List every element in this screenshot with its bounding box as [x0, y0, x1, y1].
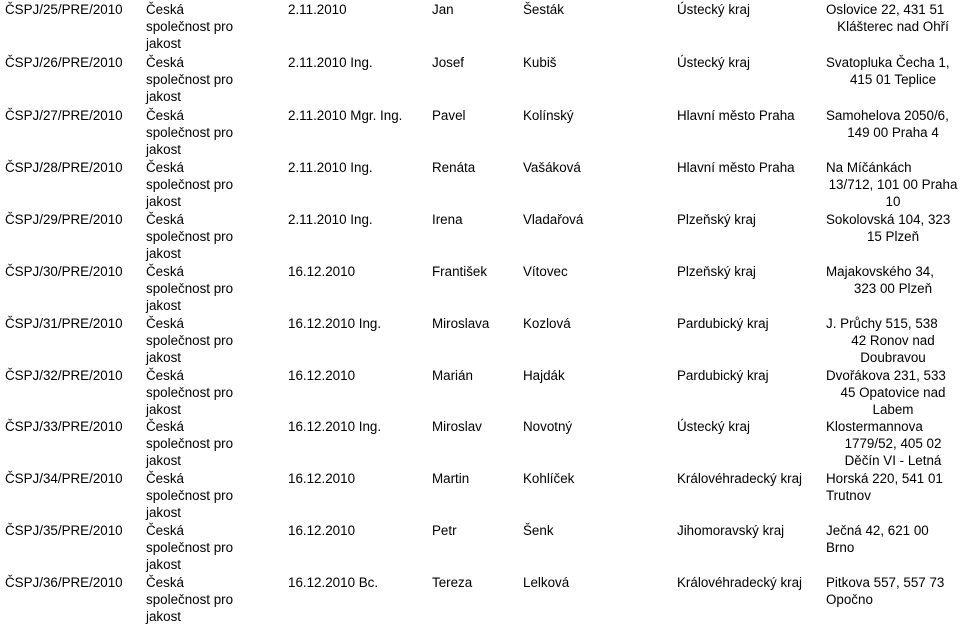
address-line: Brno: [826, 540, 855, 555]
organization-line: Česká: [146, 108, 184, 123]
organization-line: jakost: [146, 505, 181, 520]
address-line: Samohelova 2050/6,: [826, 108, 949, 123]
region: Ústecký kraj: [677, 2, 750, 17]
table-row: [0, 263, 960, 315]
address: [826, 522, 960, 556]
address: [826, 211, 960, 245]
first-name: Jan: [432, 2, 454, 17]
last-name: Kozlová: [523, 316, 571, 331]
organization-name: [146, 1, 246, 52]
table-row: [0, 211, 960, 263]
record-id: ČSPJ/31/PRE/2010: [5, 316, 123, 331]
date-title: 16.12.2010 Ing.: [288, 316, 382, 331]
record-id: ČSPJ/30/PRE/2010: [5, 264, 123, 279]
organization-line: Česká: [146, 471, 184, 486]
organization-line: jakost: [146, 89, 181, 104]
address-line: Sokolovská 104, 323: [826, 212, 951, 227]
last-name: Kolínský: [523, 108, 574, 123]
organization-name: [146, 574, 246, 625]
organization-line: společnost pro: [146, 592, 234, 607]
region: Ústecký kraj: [677, 419, 750, 434]
organization-name: [146, 159, 246, 210]
organization-line: společnost pro: [146, 229, 234, 244]
region: Hlavní město Praha: [677, 160, 795, 175]
address-line: Majakovského 34,: [826, 264, 934, 279]
address-line: Svatopluka Čecha 1,: [826, 55, 950, 70]
table-row: [0, 367, 960, 419]
organization-line: Česká: [146, 2, 184, 17]
address: [826, 418, 960, 469]
address-line: Oslovice 22, 431 51: [826, 2, 945, 17]
address: [826, 574, 960, 608]
address: [826, 315, 960, 366]
address-line: 13/712, 101 00 Praha: [828, 177, 958, 192]
organization-line: Česká: [146, 264, 184, 279]
record-id: ČSPJ/25/PRE/2010: [5, 2, 123, 17]
organization-name: [146, 367, 246, 418]
organization-name: [146, 211, 246, 262]
address-line: Doubravou: [860, 350, 926, 365]
address-line: 10: [885, 194, 901, 209]
organization-line: jakost: [146, 142, 181, 157]
organization-line: jakost: [146, 194, 181, 209]
first-name: Martin: [432, 471, 470, 486]
table-row: [0, 54, 960, 106]
table-row: [0, 107, 960, 159]
address-line: Klostermannova: [826, 419, 923, 434]
last-name: Šenk: [523, 523, 554, 538]
address-line: Trutnov: [826, 488, 871, 503]
organization-line: jakost: [146, 402, 181, 417]
organization-line: jakost: [146, 609, 181, 624]
address: [826, 263, 960, 297]
address-line: Pitkova 557, 557 73: [826, 575, 945, 590]
last-name: Hajdák: [523, 368, 565, 383]
organization-line: Česká: [146, 575, 184, 590]
organization-line: jakost: [146, 350, 181, 365]
record-id: ČSPJ/36/PRE/2010: [5, 575, 123, 590]
record-id: ČSPJ/27/PRE/2010: [5, 108, 123, 123]
organization-line: jakost: [146, 298, 181, 313]
record-id: ČSPJ/28/PRE/2010: [5, 160, 123, 175]
first-name: Miroslava: [432, 316, 490, 331]
last-name: Šesták: [523, 2, 564, 17]
table-row: [0, 522, 960, 574]
organization-name: [146, 418, 246, 469]
organization-line: jakost: [146, 246, 181, 261]
organization-line: společnost pro: [146, 385, 234, 400]
address-line: Děčín VI - Letná: [844, 453, 942, 468]
region: Plzeňský kraj: [677, 212, 756, 227]
organization-line: společnost pro: [146, 333, 234, 348]
date-title: 16.12.2010: [288, 523, 356, 538]
record-id: ČSPJ/34/PRE/2010: [5, 471, 123, 486]
address-line: 149 00 Praha 4: [847, 125, 939, 140]
table-row: [0, 574, 960, 626]
first-name: Josef: [432, 55, 465, 70]
address-line: 15 Plzeň: [866, 229, 920, 244]
region: Jihomoravský kraj: [677, 523, 785, 538]
organization-name: [146, 54, 246, 105]
address-line: J. Průchy 515, 538: [826, 316, 938, 331]
region: Hlavní město Praha: [677, 108, 795, 123]
last-name: Vašáková: [523, 160, 581, 175]
record-id: ČSPJ/32/PRE/2010: [5, 368, 123, 383]
organization-line: jakost: [146, 557, 181, 572]
organization-line: společnost pro: [146, 72, 234, 87]
date-title: 2.11.2010 Ing.: [288, 55, 373, 70]
first-name: Pavel: [432, 108, 466, 123]
address-line: 1779/52, 405 02: [844, 436, 942, 451]
region: Královéhradecký kraj: [677, 575, 803, 590]
record-id: ČSPJ/26/PRE/2010: [5, 55, 123, 70]
date-title: 2.11.2010 Mgr. Ing.: [288, 108, 403, 123]
organization-line: Česká: [146, 368, 184, 383]
address: [826, 470, 960, 504]
address-line: Na Míčánkách: [826, 160, 912, 175]
organization-line: jakost: [146, 453, 181, 468]
date-title: 16.12.2010 Bc.: [288, 575, 379, 590]
first-name: Renáta: [432, 160, 476, 175]
table-row: [0, 315, 960, 367]
date-title: 16.12.2010: [288, 368, 356, 383]
date-title: 16.12.2010: [288, 471, 356, 486]
table-row: [0, 418, 960, 470]
organization-name: [146, 470, 246, 521]
organization-line: společnost pro: [146, 177, 234, 192]
table-row: [0, 159, 960, 211]
address-line: Ječná 42, 621 00: [826, 523, 929, 538]
address-line: Klášterec nad Ohří: [837, 19, 949, 34]
date-title: 2.11.2010 Ing.: [288, 212, 373, 227]
organization-name: [146, 522, 246, 573]
last-name: Vladařová: [523, 212, 584, 227]
record-id: ČSPJ/29/PRE/2010: [5, 212, 123, 227]
table-row: [0, 1, 960, 53]
address: [826, 159, 960, 210]
region: Pardubický kraj: [677, 316, 769, 331]
last-name: Novotný: [523, 419, 573, 434]
record-id: ČSPJ/35/PRE/2010: [5, 523, 123, 538]
record-id: ČSPJ/33/PRE/2010: [5, 419, 123, 434]
first-name: Irena: [432, 212, 463, 227]
region: Plzeňský kraj: [677, 264, 756, 279]
address-line: Labem: [872, 402, 914, 417]
address-line: Opočno: [826, 592, 873, 607]
last-name: Kubiš: [523, 55, 557, 70]
address-line: 45 Opatovice nad: [840, 385, 946, 400]
address-line: Horská 220, 541 01: [826, 471, 943, 486]
organization-line: jakost: [146, 36, 181, 51]
last-name: Lelková: [523, 575, 570, 590]
address: [826, 107, 960, 141]
organization-name: [146, 263, 246, 314]
first-name: Miroslav: [432, 419, 482, 434]
last-name: Kohlíček: [523, 471, 575, 486]
organization-name: [146, 315, 246, 366]
address-line: 415 01 Teplice: [849, 72, 937, 87]
organization-line: Česká: [146, 523, 184, 538]
organization-line: Česká: [146, 212, 184, 227]
address-line: Dvořákova 231, 533: [826, 368, 946, 383]
organization-name: [146, 107, 246, 158]
date-title: 16.12.2010 Ing.: [288, 419, 382, 434]
address-line: 42 Ronov nad: [851, 333, 935, 348]
date-title: 2.11.2010: [288, 2, 347, 17]
region: Pardubický kraj: [677, 368, 769, 383]
region: Královéhradecký kraj: [677, 471, 803, 486]
organization-line: společnost pro: [146, 488, 234, 503]
address: [826, 1, 960, 35]
last-name: Vítovec: [523, 264, 568, 279]
organization-line: společnost pro: [146, 540, 234, 555]
organization-line: Česká: [146, 55, 184, 70]
first-name: Petr: [432, 523, 457, 538]
organization-line: Česká: [146, 419, 184, 434]
date-title: 16.12.2010: [288, 264, 356, 279]
organization-line: společnost pro: [146, 281, 234, 296]
organization-line: společnost pro: [146, 436, 234, 451]
organization-line: společnost pro: [146, 19, 234, 34]
organization-line: Česká: [146, 160, 184, 175]
address: [826, 54, 960, 88]
address: [826, 367, 960, 418]
first-name: Marián: [432, 368, 473, 383]
address-line: 323 00 Plzeň: [853, 281, 933, 296]
first-name: František: [432, 264, 488, 279]
first-name: Tereza: [432, 575, 473, 590]
region: Ústecký kraj: [677, 55, 750, 70]
date-title: 2.11.2010 Ing.: [288, 160, 373, 175]
table-row: [0, 470, 960, 522]
organization-line: Česká: [146, 316, 184, 331]
organization-line: společnost pro: [146, 125, 234, 140]
